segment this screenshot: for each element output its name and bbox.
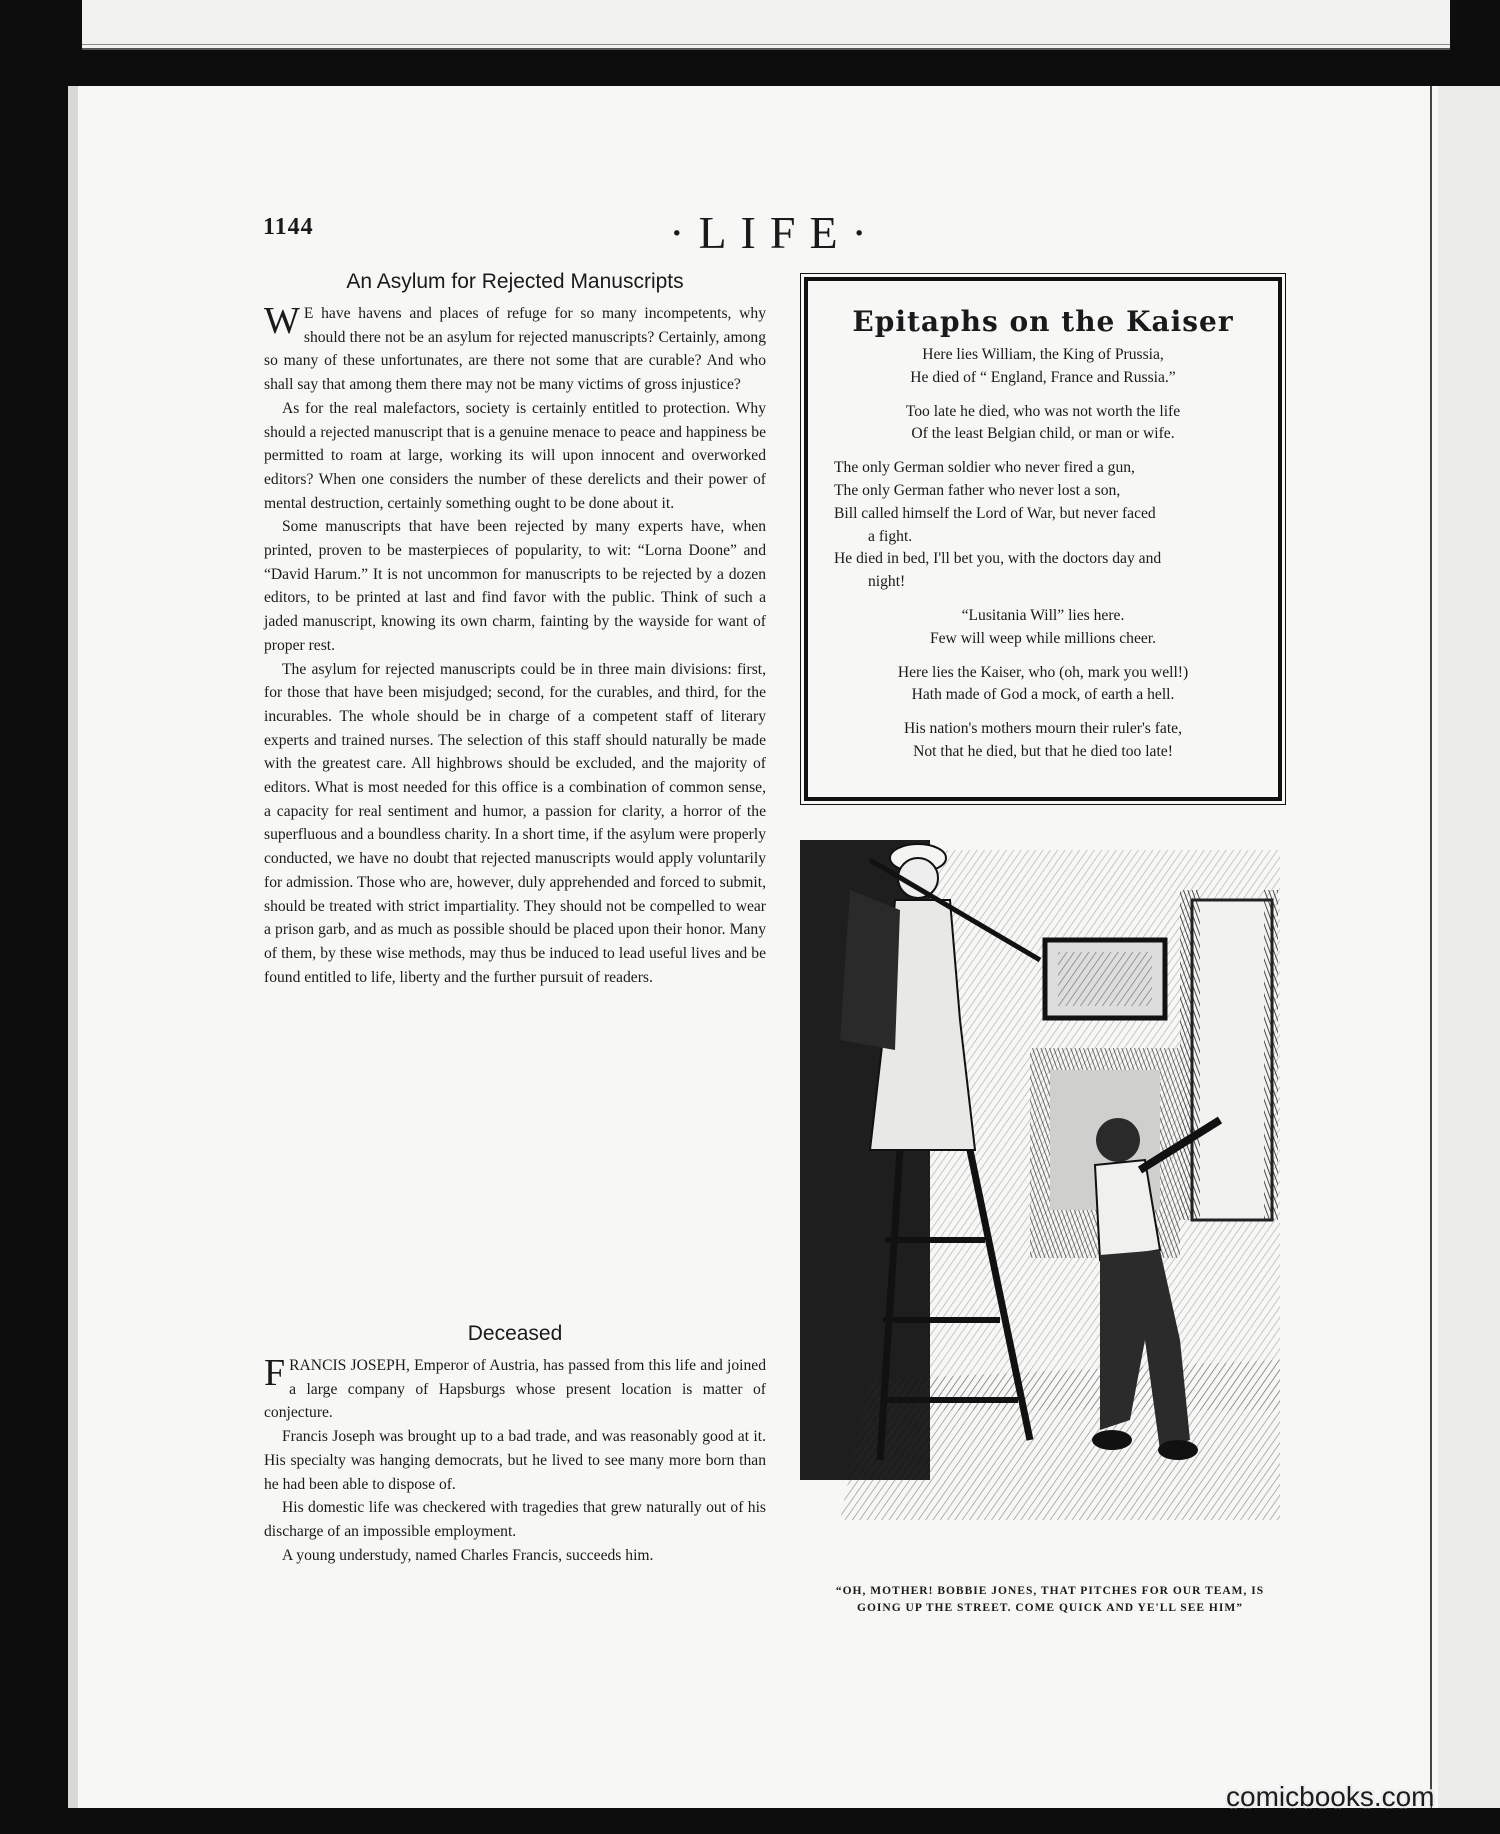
verse-line: He died of “ England, France and Russia.” <box>910 368 1176 386</box>
article-paragraph: Francis Joseph was brought up to a bad trade, and was reasonably good at it. His specialty was hanging democrats, but he lived to see many more born than he had been able to dispose of. <box>264 1428 766 1493</box>
verse-line: Of the least Belgian child, or man or wife. <box>911 425 1175 443</box>
epitaph-stanza <box>808 457 1278 594</box>
verse-line: “Lusitania Will” lies here. <box>961 606 1125 624</box>
article-asylum <box>264 270 766 989</box>
verse-line: Here lies William, the King of Prussia, <box>922 346 1164 363</box>
article-paragraph: FRANCIS JOSEPH, Emperor of Austria, has passed from this life and joined a large company of Hapsburgs whose present location is matter of conjecture. <box>264 1352 766 1422</box>
masthead: ·LIFE· <box>669 207 881 258</box>
epitaph-stanza <box>808 344 1278 390</box>
article-paragraph: As for the real malefactors, society is certainly entitled to protection. Why should a rejected manuscript that is a genuine menace to peace and happiness be permitted to roam at large, working its will upon innocent and overworked editors? When one considers the number of these derelicts and their power of mental destruction, certainly something ought to be done about it. <box>264 399 766 512</box>
verse-line: He died in bed, I'll bet you, with the doctors day and <box>834 550 1162 568</box>
article-paragraph: W E have havens and places of refuge for so many incompetents, why should there not be an asylum for rejected manuscripts? Certainly, among so many of these unfortunates, are there not some that are curable? And who shall say that among them there may not be many victims of gross injustice? <box>264 300 766 394</box>
verse-line: Here lies the Kaiser, who (oh, mark you well!) <box>897 663 1189 681</box>
page-number: 1144 <box>263 214 314 240</box>
watermark-text: comicbooks.com <box>1226 1781 1435 1812</box>
article-paragraph: The asylum for rejected manuscripts could be in three main divisions: first, for those that have been misjudged; second, for the curables, and third, for the incurables. The whole should be in charge of a competent staff of literary experts and trained nurses. The selection of this staff should naturally be made with the greatest care. All highbrows should be excluded, and the majority of editors. What is most needed for this office is a combination of common sense, a capacity for real sentiment and humor, a passion for clarity, a horror of the superfluous and a boundless charity. In a short time, if the asylum were properly conducted, we have no doubt that rejected manuscripts would apply voluntarily for admission. Those who are, however, duly apprehended and forced to submit, should be treated with strict impartiality. They should not be compelled to wear a prison garb, and as much as possible should be placed upon their honor. Many of them, by these wise methods, may thus be induced to lead useful lives and be found entitled to life, liberty and the further pursuit of readers. <box>264 660 766 986</box>
verse-line: Few will weep while millions cheer. <box>929 629 1157 647</box>
article-title: Deceased <box>467 1322 563 1345</box>
page-binding-shadow <box>68 86 78 1808</box>
previous-page-edge <box>82 0 1450 50</box>
verse-line: Hath made of God a mock, of earth a hell. <box>911 686 1175 704</box>
article-paragraph: A young understudy, named Charles Francis, succeeds him. <box>282 1546 654 1564</box>
epitaph-box <box>804 277 1282 801</box>
caption-line: “OH, MOTHER! BOBBIE JONES, THAT PITCHES FOR OUR TEAM, IS <box>835 1585 1265 1597</box>
epitaph-stanza <box>808 662 1278 708</box>
illustration-caption <box>780 1583 1320 1617</box>
verse-line: Too late he died, who was not worth the life <box>905 402 1181 420</box>
verse-line: night! <box>868 573 906 591</box>
epitaph-stanza <box>808 605 1278 651</box>
drop-cap: W <box>264 300 300 342</box>
epitaph-title: Epitaphs on the Kaiser <box>852 305 1234 338</box>
verse-line: a fight. <box>868 527 913 545</box>
article-paragraph: Some manuscripts that have been rejected by many experts have, when printed, proven to be masterpieces of popularity, to wit: “Lorna Doone” and “David Harum.” It is not uncommon for manuscripts to be rejected by a dozen editors, to be printed at last and find favor with the public. Think of such a jaded manuscript, knowing its own charm, fainting by the wayside for want of proper rest. <box>264 518 766 654</box>
caption-line: GOING UP THE STREET. COME QUICK AND YE'LL SEE HIM” <box>857 1602 1243 1614</box>
artist-signature: ~ <box>1100 1372 1106 1383</box>
next-page-edge <box>1438 86 1500 1808</box>
article-title: An Asylum for Rejected Manuscripts <box>346 270 684 293</box>
epitaph-stanza <box>808 718 1278 764</box>
verse-line: His nation's mothers mourn their ruler's fate, <box>903 720 1182 738</box>
verse-line: The only German father who never lost a son, <box>834 481 1121 499</box>
verse-line: Bill called himself the Lord of War, but never faced <box>834 504 1156 522</box>
cartoon-illustration <box>800 820 1282 1520</box>
verse-line: The only German soldier who never fired a gun, <box>834 459 1135 477</box>
article-deceased <box>264 1322 766 1567</box>
watermark <box>1226 1781 1480 1813</box>
drop-cap: F <box>264 1352 286 1394</box>
page-fold-line <box>1430 86 1432 1808</box>
verse-line: Not that he died, but that he died too late! <box>913 742 1173 760</box>
article-paragraph: His domestic life was checkered with tragedies that grew naturally out of his discharge of an impossible employment. <box>264 1499 766 1540</box>
epitaph-stanza <box>808 401 1278 447</box>
